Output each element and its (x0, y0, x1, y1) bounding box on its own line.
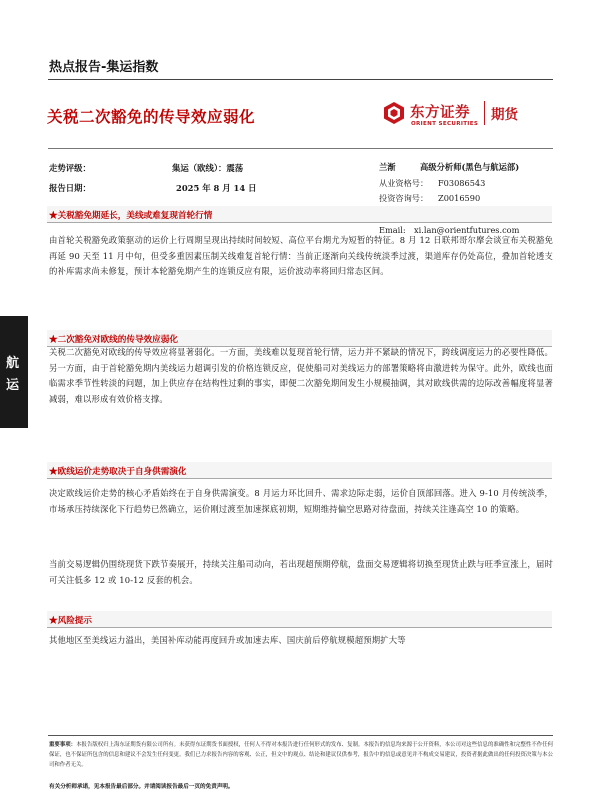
email-address[interactable]: xi.lan@orientfutures.com (414, 225, 520, 235)
section-paragraph: 决定欧线运价走势的核心矛盾始终在于自身供需演变。8 月运力环比回升、需求边际走弱，运价自顶部回落。进入 9-10 月传统淡季，市场承压持续深化下行趋势已然确立，运价刚过渡至加速探底初期，短期维持偏空思路对待盘面，持续关注逢高空 10 的策略。 (49, 488, 553, 514)
qualification-number: F03086543 (438, 178, 486, 188)
orient-securities-logo-icon (381, 100, 407, 126)
footer-divider (48, 735, 553, 736)
logo-text-en: ORIENT SECURITIES (411, 121, 479, 127)
sector-side-tab (0, 316, 28, 428)
logo-divider (484, 101, 485, 125)
side-tab-char: 运 (6, 378, 20, 393)
section-heading: ★风险提示 (49, 616, 92, 626)
header-divider (48, 79, 553, 80)
section-paragraph: 关税二次豁免对欧线的传导效应将显著弱化。一方面，美线难以复现首轮行情，运力并不紧缺的情况下，跨线调度运力的必要性降低。另一方面，由于首轮豁免期内美线运力超调引发的价格连锁反应，促使船司对美线运力的部署策略将由激进转为保守。此外，欧线也面临需求季节性转淡的问题，加上供应存在结构性过剩的事实，即便二次豁免期间发生小规模抽调，其对欧线供需的边际改善幅度将显著减弱，难以形成有效价格支撑。 (49, 347, 553, 404)
section-paragraph: 当前交易逻辑仍围绕现货下跌节奏展开，持续关注船司动向，若出现超预期停航，盘面交易逻辑将切换至现货止跌与旺季宣涨上，届时可关注低多 12 或 10-12 反套的机会。 (49, 559, 553, 585)
qualification-label: 从业资格号： (379, 178, 429, 188)
meta-divider (48, 148, 553, 149)
section-header-bar (47, 611, 552, 628)
section-heading: ★欧线运价走势取决于自身供需演化 (49, 467, 187, 477)
analyst-title: 高级分析师(黑色与航运部) (420, 162, 520, 172)
section-heading: ★关税豁免期延长，美线或难复现首轮行情 (49, 211, 213, 221)
report-date-value: 2025 年 8 月 14 日 (176, 183, 257, 193)
disclaimer-text: 本报告版权归上海东证期货有限公司所有。未获得东证期货书面授权，任何人不得对本报告进行任何形式的发布、复制。本报告的信息均来源于公开资料，本公司对这些信息的准确性和完整性不作任何保证，也不保证所包含的信息和建议不会发生任何变更。我们已力求报告内容的客观、公正，但文中的观点、结论和建议仅供参考，报告中的信息或意见并不构成交易建议，投资者据此做出的任何投资决策与本公司和作者无关。 (49, 742, 553, 768)
email-label: Email: (379, 225, 406, 235)
logo-division-label: 期货 (491, 107, 518, 123)
consulting-label: 投资咨询号： (379, 193, 429, 203)
disclaimer (49, 740, 553, 770)
section-paragraph: 由首轮关税豁免政策驱动的运价上行周期呈现出持续时间较短、高位平台期尤为短暂的特征。8 月 12 日联邦哥尔摩会谈宣布关税豁免再延 90 天至 11 月中旬，但受多重因素压制关线难复首轮行情：当前正逐渐向关线传统淡季过渡，渠道库存仍处高位，叠加首轮透支的补库需求尚未修复，预计本轮豁免期产生的连锁反应有限，运价波动率将回归常态区间。 (49, 235, 553, 277)
trend-rating-value: 集运（欧线）：震荡 (172, 163, 244, 173)
report-date-label: 报告日期： (49, 183, 91, 193)
trend-rating-label: 走势评级： (49, 163, 91, 173)
section-paragraph: 其他地区至美线运力溢出，美国补库动能再度回升或加速去库、国庆前后停航规模超预期扩大等 (49, 635, 406, 645)
footer-note: 有关分析师承诺，见本报告最后部分。并请阅读报告最后一页的免责声明。 (49, 784, 234, 790)
analyst-name: 兰渐 (379, 162, 396, 172)
side-tab-char: 航 (6, 356, 20, 371)
disclaimer-label: 重要事项： (49, 742, 77, 748)
report-type-heading: 热点报告-集运指数 (49, 60, 159, 75)
logo-text-cn: 东方证券 (410, 105, 470, 121)
consulting-number: Z0016590 (438, 193, 481, 203)
document-title: 关税二次豁免的传导效应弱化 (47, 108, 256, 126)
section-heading: ★二次豁免对欧线的传导效应弱化 (49, 335, 178, 345)
